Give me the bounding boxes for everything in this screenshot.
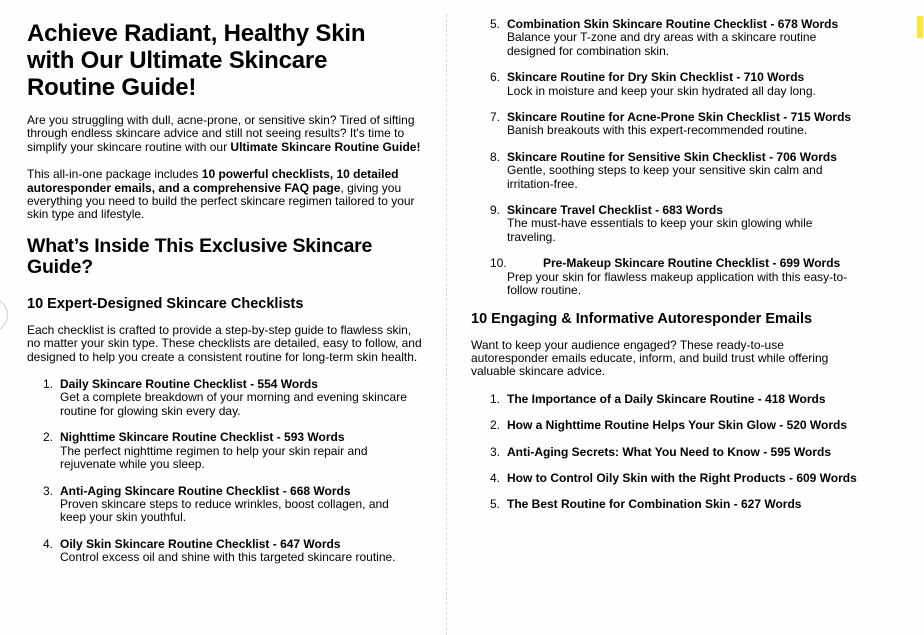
checklist-item-description: Control excess oil and shine with this targeted skincare routine. xyxy=(60,550,396,565)
email-item xyxy=(471,446,858,459)
column-divider-line xyxy=(446,14,447,635)
checklist-item xyxy=(471,111,858,138)
list-number: 6. xyxy=(490,70,501,85)
list-number: 7. xyxy=(490,110,501,125)
checklist-item xyxy=(471,257,858,297)
list-number: 3. xyxy=(43,483,54,498)
checklist-item-description: Prep your skin for flawless makeup application with this easy-to-follow routine. xyxy=(507,269,848,298)
intro-paragraph-2-pre: This all-in-one package includes xyxy=(27,167,202,182)
checklist-item-description: Proven skincare steps to reduce wrinkles, boost collagen, and keep your skin youthful. xyxy=(60,496,389,525)
checklist-item-description: Gentle, soothing steps to keep your sensitive skin calm and irritation-free. xyxy=(507,163,823,191)
checklist-list-1-4 xyxy=(27,378,427,564)
email-item-title: How to Control Oily Skin with the Right Products - 609 Words xyxy=(507,470,857,485)
checklist-item-title: Skincare Routine for Acne-Prone Skin Checklist - 715 Words xyxy=(507,110,852,125)
intro-paragraph-2-post: , giving you everything you need to build the perfect skincare regimen tailored to your skin type and lifestyle. xyxy=(27,180,415,222)
list-number: 9. xyxy=(490,203,501,218)
list-number: 1. xyxy=(43,377,54,392)
page-title: Achieve Radiant, Healthy Skin with Our Ultimate Skincare Routine Guide! xyxy=(27,20,366,101)
list-number: 4. xyxy=(490,470,501,485)
checklist-item xyxy=(471,151,858,191)
checklist-item-title: Nighttime Skincare Routine Checklist - 593 Words xyxy=(60,430,345,445)
list-number: 2. xyxy=(43,430,54,445)
email-list xyxy=(471,393,861,512)
email-item-title: The Best Routine for Combination Skin - 627 Words xyxy=(507,497,802,512)
prev-page-button[interactable] xyxy=(0,298,8,332)
email-item xyxy=(471,498,858,511)
checklist-item-title: Oily Skin Skincare Routine Checklist - 647 Words xyxy=(60,536,341,551)
checklist-item-title: Pre-Makeup Skincare Routine Checklist - 699 Words xyxy=(543,256,841,271)
list-number: 3. xyxy=(490,444,501,459)
checklist-item xyxy=(27,538,410,565)
email-item xyxy=(471,393,858,406)
list-number: 5. xyxy=(490,17,501,31)
section-heading: What’s Inside This Exclusive Skincare Guide? xyxy=(27,234,373,279)
checklists-intro: Each checklist is crafted to provide a step-by-step guide to flawless skin, no matter your skin type. These checklists are detailed, easy to follow, and designed to help you create a consistent routine for long-term skin health. xyxy=(27,322,422,364)
intro-paragraph-1-text: Are you struggling with dull, acne-prone, or sensitive skin? Tired of sifting through endless skincare advice and still not seeing results? It's time to simplify your skincare routine with our xyxy=(27,113,415,154)
right-column xyxy=(471,18,861,525)
email-item-title: How a Nighttime Routine Helps Your Skin Glow - 520 Words xyxy=(507,418,848,433)
list-number: 2. xyxy=(490,418,501,433)
checklist-item xyxy=(27,431,410,471)
checklist-item-description: Balance your T-zone and dry areas with a skincare routine designed for combination skin. xyxy=(507,30,817,58)
checklists-heading: 10 Expert-Designed Skincare Checklists xyxy=(27,295,304,312)
list-number: 10. xyxy=(490,256,507,271)
emails-intro: Want to keep your audience engaged? These ready-to-use autoresponder emails educate, inform, and build trust while offering valuable skincare advice. xyxy=(471,337,829,379)
intro-paragraph-1-bold: Ultimate Skincare Routine Guide! xyxy=(230,139,421,154)
checklist-item-description: The perfect nighttime regimen to help your skin repair and rejuvenate while you sleep. xyxy=(60,443,368,472)
emails-heading: 10 Engaging & Informative Autoresponder Emails xyxy=(471,310,813,327)
checklist-item xyxy=(471,71,858,98)
checklist-item-title: Combination Skin Skincare Routine Checklist - 678 Words xyxy=(507,17,839,31)
scrollbar-highlight-marker xyxy=(917,16,923,38)
email-item xyxy=(471,472,858,485)
email-item xyxy=(471,419,858,432)
checklist-item-title: Skincare Travel Checklist - 683 Words xyxy=(507,203,723,218)
list-number: 4. xyxy=(43,536,54,551)
checklist-item-title: Skincare Routine for Dry Skin Checklist - 710 Words xyxy=(507,70,805,85)
checklist-item-description: Get a complete breakdown of your morning and evening skincare routine for glowing skin every day. xyxy=(60,390,407,418)
email-item-title: The Importance of a Daily Skincare Routine - 418 Words xyxy=(507,391,826,406)
checklist-item xyxy=(471,18,858,58)
checklist-item-title: Daily Skincare Routine Checklist - 554 Words xyxy=(60,377,318,392)
checklist-item xyxy=(27,485,410,525)
intro-paragraph-1 xyxy=(27,114,427,154)
list-number: 8. xyxy=(490,149,501,164)
left-column xyxy=(27,20,427,578)
checklist-item-title: Anti-Aging Skincare Routine Checklist - 668 Words xyxy=(60,483,351,498)
list-number: 1. xyxy=(490,391,501,406)
checklist-item-description: Banish breakouts with this expert-recommended routine. xyxy=(507,123,808,138)
checklist-item xyxy=(27,378,410,418)
list-number: 5. xyxy=(490,497,501,512)
checklist-list-5-10 xyxy=(471,18,861,298)
intro-paragraph-2-bold: 10 powerful checklists, 10 detailed autoresponder emails, and a comprehensive FAQ page xyxy=(27,167,399,195)
checklist-item xyxy=(471,204,858,244)
checklist-item-description: The must-have essentials to keep your skin glowing while traveling. xyxy=(507,216,813,244)
checklist-item-title: Skincare Routine for Sensitive Skin Checklist - 706 Words xyxy=(507,149,837,164)
email-item-title: Anti-Aging Secrets: What You Need to Know - 595 Words xyxy=(507,444,832,459)
checklist-item-description: Lock in moisture and keep your skin hydrated all day long. xyxy=(507,83,816,98)
intro-paragraph-2 xyxy=(27,168,427,222)
